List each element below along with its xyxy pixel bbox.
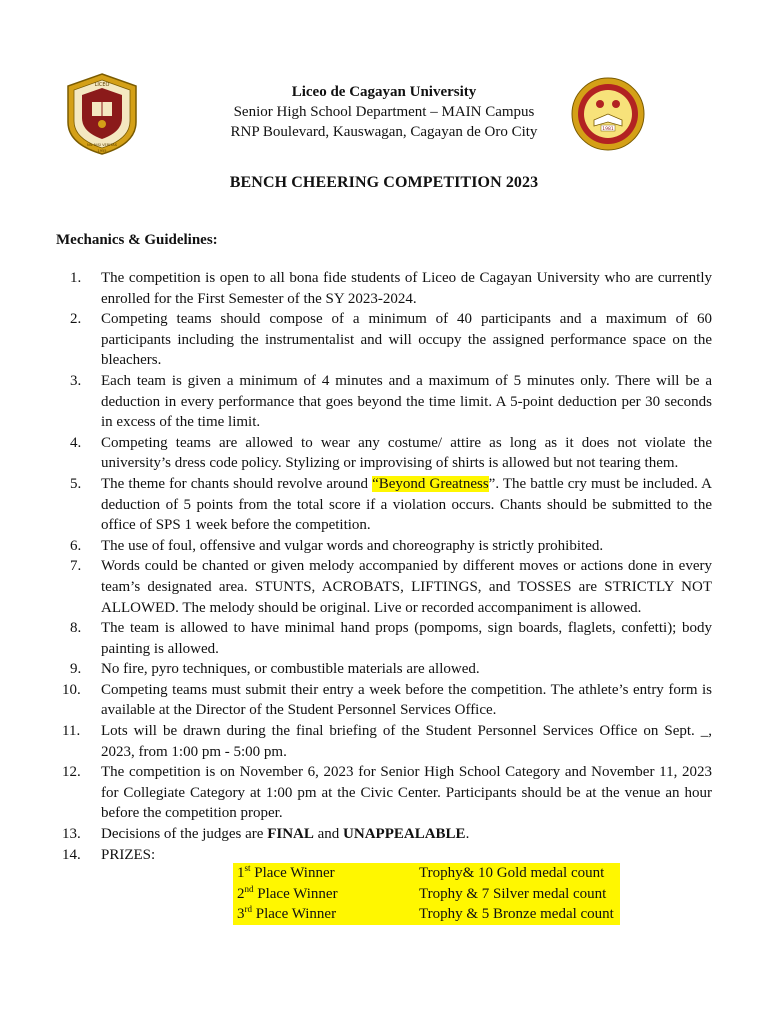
unappealable-emphasis: UNAPPEALABLE: [343, 826, 466, 843]
item-text: The competition is on November 6, 2023 for Senior High School Category and November 11, 2023 for Collegiate Category at 1:00 pm at the Civic Center. Participants should be at the venue an hour before the competition proper.: [101, 764, 712, 822]
seal-text-top: LICEO: [94, 82, 110, 88]
department-name: Senior High School Department – MAIN Campus: [233, 104, 535, 120]
item-number: 10.: [62, 681, 81, 698]
item-text-start: The theme for chants should revolve around: [101, 475, 373, 492]
item-number: 11.: [62, 723, 81, 740]
item-text: Competing teams are allowed to wear any costume/ attire as long as it does not violate the university’s dress code policy. Stylizing or improvising of shirts is allowed but not tearing them.: [101, 434, 712, 472]
address: RNP Boulevard, Kauswagan, Cagayan de Oro City: [230, 124, 538, 140]
item-text: Words could be chanted or given melody accompanied by different moves or actions done in every team’s designated area. STUNTS, ACROBATS, LIFTINGS, and TOSSES are STRICTLY NOT ALLOWED. The melody should be original. Live or recorded accompaniment is allowed.: [101, 558, 712, 616]
list-item: [56, 309, 712, 371]
place-ordinal: 1: [237, 865, 245, 881]
list-item: [56, 721, 712, 762]
list-item: [56, 536, 712, 557]
place-label: Place Winner: [252, 906, 337, 922]
item-number: 8.: [70, 620, 82, 637]
seal-year: 1981: [602, 127, 614, 132]
item-number: 12.: [62, 764, 81, 781]
list-item: [56, 659, 712, 680]
place-label: Place Winner: [253, 885, 338, 902]
item-text-start: Decisions of the judges are: [101, 826, 268, 843]
section-heading: Mechanics & Guidelines:: [56, 232, 218, 248]
item-text-end: .: [465, 826, 470, 843]
ordinal-suffix: st: [244, 863, 251, 873]
letterhead: [200, 82, 568, 142]
page-title: BENCH CHEERING COMPETITION 2023: [229, 174, 539, 191]
item-number: 9.: [70, 661, 82, 678]
table-row: [233, 904, 620, 925]
final-emphasis: FINAL: [267, 826, 314, 843]
prize-award: Trophy & 7 Silver medal count: [415, 884, 620, 905]
ordinal-suffix: rd: [244, 904, 252, 914]
item-text-mid: and: [313, 826, 344, 843]
prize-award: Trophy& 10 Gold medal count: [415, 863, 620, 884]
item-number: 3.: [70, 372, 82, 389]
list-item: [56, 680, 712, 721]
item-text: Lots will be drawn during the final briefing of the Student Personnel Services Office on Sept. _, 2023, from 1:00 pm - 5:00 pm.: [101, 723, 712, 760]
prize-place: [233, 904, 415, 925]
item-text: No fire, pyro techniques, or combustible materials are allowed.: [101, 661, 480, 678]
list-item: [56, 556, 712, 618]
ordinal-suffix: nd: [244, 883, 254, 894]
item-text: Competing teams should compose of a minimum of 40 participants and a maximum of 60 participants including the instrumentalist and will occupy the assigned performance space on the bleachers.: [101, 311, 712, 369]
seal-year: 1955: [97, 149, 107, 153]
university-seal-logo: [62, 72, 142, 156]
list-item: [56, 618, 712, 659]
item-number: 7.: [70, 558, 82, 575]
item-text-end: ”. The battle cry must be included. A deduction of 5 points from the total score if a violation occurs. Chants should be submitted to the office of SPS 1 week before the competition.: [101, 475, 712, 534]
item-number: 1.: [70, 270, 82, 286]
table-row: [233, 884, 620, 905]
seal-motto: NIL NISI VERITAS: [86, 143, 118, 147]
place-ordinal: 2: [237, 885, 245, 902]
prize-award: Trophy & 5 Bronze medal count: [415, 904, 620, 925]
theme-highlight: “Beyond Greatness: [372, 475, 489, 492]
item-text: The use of foul, offensive and vulgar words and choreography is strictly prohibited.: [101, 537, 604, 554]
prize-place: [233, 884, 415, 905]
item-number: 13.: [62, 826, 81, 843]
list-item: [56, 268, 712, 309]
prizes-table: [233, 863, 620, 925]
table-row: [233, 863, 620, 884]
item-number: 4.: [70, 434, 82, 451]
place-label: Place Winner: [250, 865, 335, 881]
list-item: [56, 474, 712, 536]
item-number: 14.: [62, 846, 81, 863]
item-text: The competition is open to all bona fide students of Liceo de Cagayan University who are currently enrolled for the First Semester of the SY 2023-2024.: [101, 270, 712, 307]
item-number: 6.: [70, 537, 82, 554]
item-text: Competing teams must submit their entry a week before the competition. The athlete’s entry form is available at the Director of the Student Personnel Services Office.: [101, 681, 712, 719]
guidelines-list: [56, 268, 712, 865]
list-item: [56, 433, 712, 474]
university-name: Liceo de Cagayan University: [291, 84, 477, 100]
item-text: The team is allowed to have minimal hand props (pompoms, sign boards, flaglets, confetti); body painting is allowed.: [101, 620, 712, 657]
item-text: Each team is given a minimum of 4 minutes and a maximum of 5 minutes only. There will be a deduction in every performance that goes beyond the time limit. A 5-point deduction per 30 seconds in excess of the time limit.: [101, 372, 712, 431]
list-item: [56, 371, 712, 433]
department-seal-logo: [570, 76, 646, 152]
list-item: [56, 824, 712, 845]
list-item: [56, 762, 712, 824]
item-text: PRIZES:: [101, 846, 156, 863]
item-number: 2.: [70, 311, 82, 328]
place-ordinal: 3: [237, 906, 245, 922]
item-number: 5.: [70, 475, 82, 492]
prize-place: [233, 863, 415, 884]
